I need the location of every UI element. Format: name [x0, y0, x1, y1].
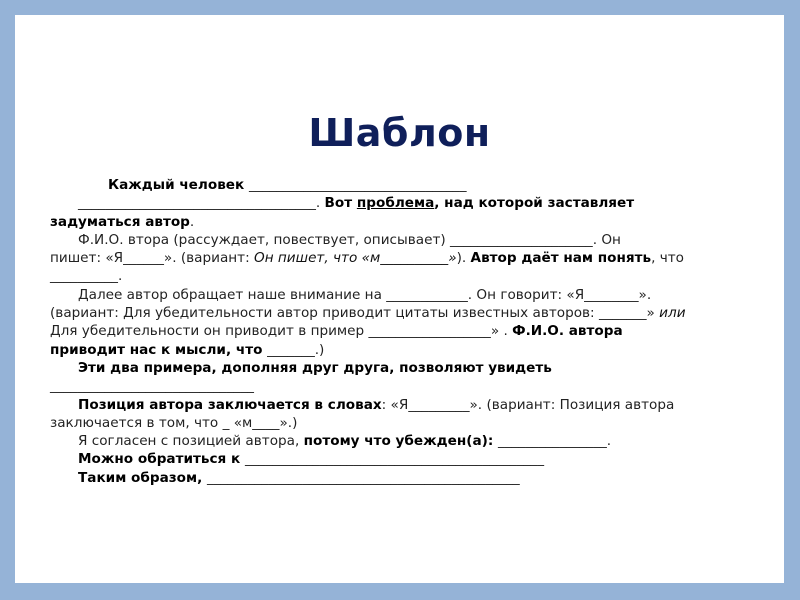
- text-line: [50, 176, 770, 194]
- text-segment: Каждый человек: [108, 177, 249, 193]
- text-segment: Ф.И.О. автора: [512, 323, 623, 340]
- text-segment: , что: [651, 250, 684, 267]
- text-line: [50, 286, 770, 304]
- text-segment: Можно обратиться к: [78, 451, 245, 468]
- text-segment: Вот: [324, 195, 357, 212]
- text-line: [50, 322, 770, 340]
- text-line: [50, 249, 770, 267]
- text-segment: .: [189, 213, 195, 230]
- text-segment: Для убедительности он приводит в пример __________________» .: [50, 323, 513, 340]
- text-line: [50, 231, 770, 249]
- text-segment: или: [659, 305, 686, 322]
- text-segment: , над которой заставляет: [434, 195, 635, 212]
- text-segment: Таким образом,: [78, 469, 208, 486]
- text-segment: ________________________________: [248, 177, 467, 193]
- text-segment: пишет: «Я______». (вариант:: [50, 250, 254, 267]
- text-line: [50, 304, 770, 322]
- text-line: [50, 469, 770, 487]
- text-segment: ________________.: [498, 433, 612, 450]
- text-segment: приводит нас к мысли, что: [50, 341, 268, 358]
- text-line: [50, 414, 770, 432]
- text-segment: Далее автор обращает наше внимание на ____________. Он говорит: «Я________».: [78, 286, 652, 303]
- text-segment: потому что убежден(а):: [303, 433, 499, 450]
- text-segment: : «Я_________». (вариант: Позиция автора: [381, 396, 675, 413]
- text-segment: заключается в том, что _ «м____».): [50, 414, 298, 431]
- text-segment: ______________________________: [50, 378, 254, 395]
- text-segment: __________.: [50, 268, 123, 285]
- text-segment: задуматься автор: [50, 213, 190, 230]
- text-segment: Я согласен с позицией автора,: [78, 433, 304, 450]
- text-segment: Позиция автора заключается в словах: [78, 396, 382, 413]
- text-segment: Эти два примера, дополняя друг друга, позволяют увидеть: [78, 359, 552, 376]
- text-segment: ___________________________________.: [78, 195, 325, 212]
- text-line: [50, 267, 770, 285]
- text-line: [50, 377, 770, 395]
- text-segment: ______________________________________________: [207, 469, 520, 486]
- text-segment: Он пишет, что «м__________»: [254, 250, 457, 267]
- text-line: [50, 194, 770, 212]
- template-text: [50, 176, 770, 487]
- text-line: [50, 359, 770, 377]
- text-segment: ).: [456, 250, 471, 267]
- text-segment: проблема: [356, 195, 435, 212]
- text-line: [50, 341, 770, 359]
- text-segment: Автор даёт нам понять: [470, 250, 652, 267]
- text-line: [50, 450, 770, 468]
- text-line: [50, 396, 770, 414]
- text-segment: Ф.И.О. втора (рассуждает, повествует, описывает) _____________________. Он: [78, 231, 621, 248]
- slide-title: Шаблон: [308, 111, 491, 155]
- text-segment: (вариант: Для убедительности автор приводит цитаты известных авторов: _______»: [50, 305, 660, 322]
- text-line: [50, 432, 770, 450]
- text-line: [50, 213, 770, 231]
- text-segment: ____________________________________________: [244, 451, 545, 468]
- text-segment: _______.): [267, 341, 325, 358]
